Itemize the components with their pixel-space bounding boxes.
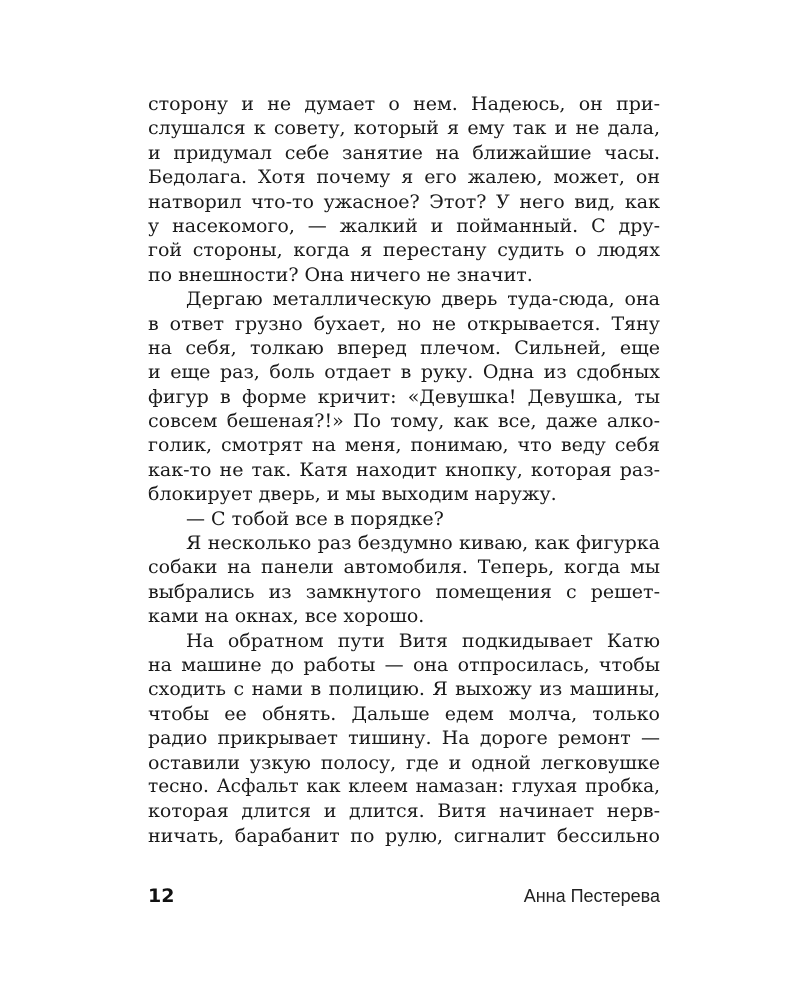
text-line: и придумал себе занятие на ближайшие часы.: [148, 141, 660, 164]
text-line: собаки на панели автомобиля. Теперь, когда мы: [148, 556, 660, 579]
text-line: ничать, барабанит по рулю, сигналит бессильно: [148, 824, 660, 847]
text-line: оставили узкую полосу, где и одной легковушке: [148, 751, 660, 774]
body-text: [148, 92, 660, 848]
text-line: чтобы ее обнять. Дальше едем молча, только: [148, 702, 660, 725]
text-line: радио прикрывает тишину. На дороге ремонт —: [148, 727, 660, 750]
page-footer: [148, 884, 660, 908]
text-line: выбрались из замкнутого помещения с решет-: [148, 580, 660, 603]
text-line: — С тобой все в порядке?: [186, 507, 444, 530]
text-line: тесно. Асфальт как клеем намазан: глухая пробка,: [148, 775, 660, 797]
text-line: которая длится и длится. Витя начинает нерв-: [148, 800, 660, 823]
text-line: натворил что-то ужасное? Этот? У него вид, как: [148, 190, 660, 213]
text-line: сторону и не думает о нем. Надеюсь, он при-: [148, 93, 660, 115]
text-line: по внешности? Она ничего не значит.: [148, 263, 533, 286]
running-head-author: Анна Пестерева: [523, 886, 660, 906]
text-line: Бедолага. Хотя почему я его жалею, может, он: [148, 166, 660, 189]
text-line: слушался к совету, который я ему так и не дала,: [148, 117, 660, 140]
text-line: ками на окнах, все хорошо.: [148, 605, 425, 628]
text-line: в ответ грузно бухает, но не открывается. Тяну: [148, 312, 660, 335]
page-number: 12: [148, 885, 175, 907]
text-line: Я несколько раз бездумно киваю, как фигурка: [186, 532, 660, 555]
text-line: как-то не так. Катя находит кнопку, которая раз-: [148, 458, 660, 481]
text-line: гой стороны, когда я перестану судить о людях: [148, 239, 660, 262]
text-line: совсем бешеная?!» По тому, как все, даже алко-: [148, 410, 660, 433]
text-line: фигур в форме кричит: «Девушка! Девушка, ты: [148, 385, 660, 408]
text-line: у насекомого, — жалкий и пойманный. С дру-: [148, 214, 660, 237]
text-line: на машине до работы — она отпросилась, чтобы: [148, 653, 660, 676]
text-line: на себя, толкаю вперед плечом. Сильней, еще: [148, 336, 660, 359]
text-line: Дергаю металлическую дверь туда-сюда, она: [186, 288, 660, 311]
text-line: сходить с нами в полицию. Я выхожу из машины,: [148, 678, 660, 701]
text-line: голик, смотрят на меня, понимаю, что веду себя: [148, 434, 660, 457]
text-line: На обратном пути Витя подкидывает Катю: [186, 629, 660, 652]
text-line: блокирует дверь, и мы выходим наружу.: [148, 483, 557, 506]
text-line: и еще раз, боль отдает в руку. Одна из сдобных: [148, 361, 660, 384]
